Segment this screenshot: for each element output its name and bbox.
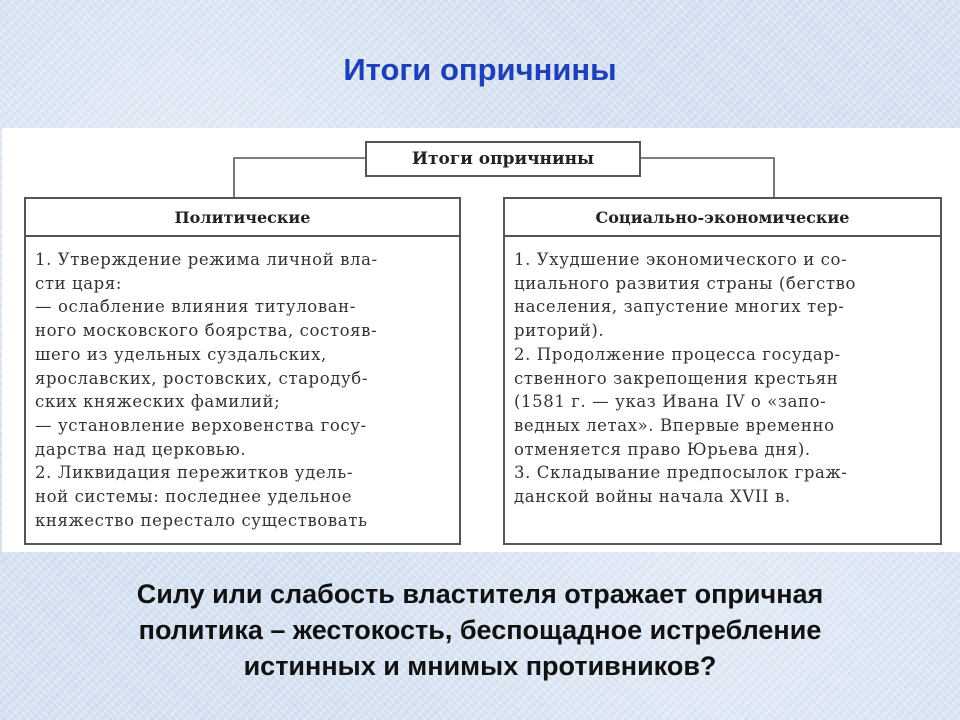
root-node: Итоги опричнины: [365, 141, 641, 177]
slide-title: Итоги опричнины: [343, 52, 617, 87]
political-line: — установление верховенства госу-: [35, 415, 367, 435]
socioeconomic-line: (1581 г. — указ Ивана IV о «запо-: [514, 392, 827, 412]
socioeconomic-line: риторий).: [514, 321, 605, 341]
political-line: ного московского боярства, состояв-: [35, 321, 378, 341]
socioeconomic-line: данской войны начала XVII в.: [514, 487, 791, 507]
political-line: шего из удельных суздальских,: [35, 344, 327, 364]
socioeconomic-line: населения, запустение многих тер-: [514, 297, 845, 317]
socioeconomic-panel: [503, 197, 942, 545]
political-line: княжество перестало существовать: [35, 510, 368, 530]
political-line: ярославских, ростовских, стародуб-: [35, 368, 369, 388]
connector-left: [234, 158, 365, 197]
political-line: — ослабление влияния титулован-: [35, 297, 356, 317]
socioeconomic-line: 3. Складывание предпосылок граж-: [514, 463, 848, 483]
political-line: ских княжеских фамилий;: [35, 392, 281, 412]
question-line: истинных и мнимых противников?: [243, 651, 717, 681]
socioeconomic-line: отменяется право Юрьева дня).: [514, 439, 811, 459]
socioeconomic-line: 2. Продолжение процесса государ-: [514, 344, 841, 364]
political-panel: [24, 197, 461, 545]
socioeconomic-line: ственного закрепощения крестьян: [514, 368, 839, 388]
question-line: Силу или слабость властителя отражает опричная: [136, 579, 824, 609]
question-line: политика – жестокость, беспощадное истребление: [138, 615, 822, 645]
socioeconomic-line: 1. Ухудшение экономического и со-: [514, 250, 848, 269]
political-line: дарства над церковью.: [35, 439, 247, 459]
socioeconomic-header: Социально-экономические: [505, 199, 940, 237]
discussion-question: [40, 576, 920, 684]
political-header: Политические: [26, 199, 459, 237]
socioeconomic-body: [505, 237, 940, 509]
political-line: 2. Ликвидация пережитков удель-: [35, 463, 354, 483]
political-line: 1. Утверждение режима личной вла-: [35, 250, 378, 269]
connector-right: [641, 158, 774, 197]
political-line: сти царя:: [35, 273, 122, 293]
socioeconomic-line: ведных летах». Впервые временно: [514, 415, 835, 435]
socioeconomic-line: циального развития страны (бегство: [514, 273, 857, 293]
political-line: ной системы: последнее удельное: [35, 487, 353, 507]
political-body: [26, 237, 459, 532]
results-diagram: [2, 128, 960, 552]
